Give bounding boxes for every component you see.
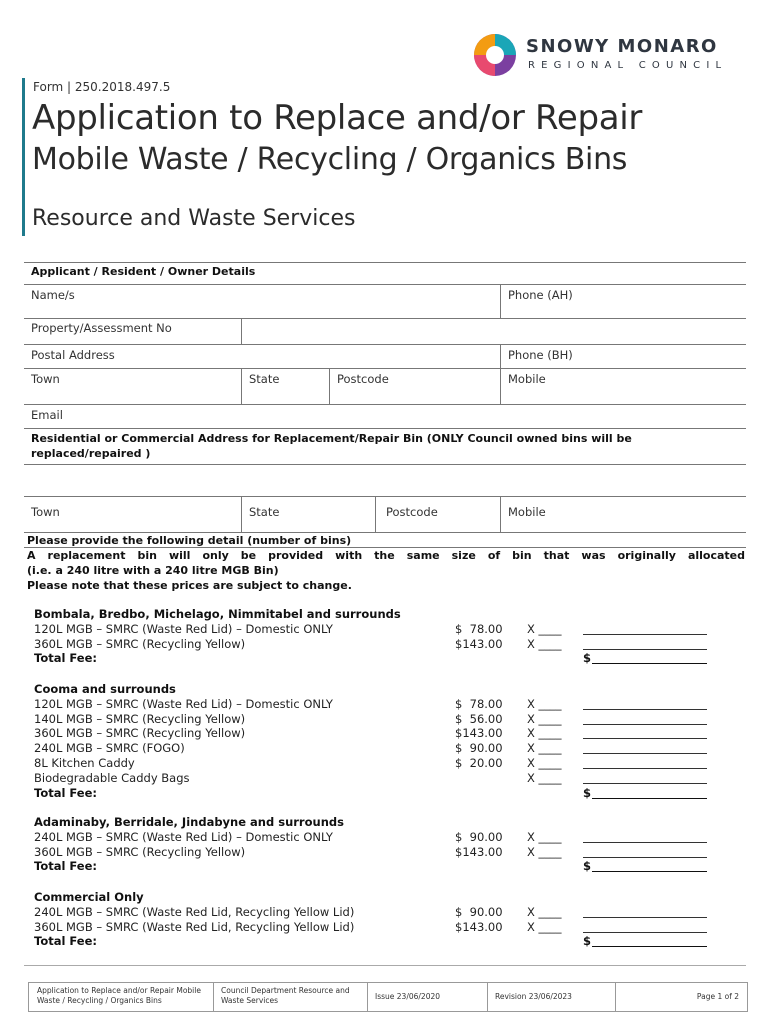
amount-blank[interactable]	[583, 783, 707, 784]
fee-item-label: 240L MGB – SMRC (Waste Red Lid, Recycling Yellow Lid)	[34, 904, 355, 919]
fee-item-label: 240L MGB – SMRC (FOGO)	[34, 741, 185, 756]
fee-item-price: $143.00	[455, 844, 503, 859]
fee-item-price: $143.00	[455, 726, 503, 741]
logo-name: SNOWY MONARO	[526, 36, 718, 57]
amount-blank[interactable]	[583, 709, 707, 710]
fee-item-price: $143.00	[455, 919, 503, 934]
fee-item-label: 360L MGB – SMRC (Recycling Yellow)	[34, 844, 246, 859]
footer	[28, 982, 748, 1012]
residential-section-heading: Residential or Commercial Address for Replacement/Repair Bin (ONLY Council owned bins will be	[31, 432, 632, 445]
notes-line3: (i.e. a 240 litre with a 240 litre MGB Bin)	[27, 564, 279, 577]
notes-line2: A replacement bin will only be provided with the same size of bin that was originally allocated	[27, 549, 745, 562]
fee-item-label: 360L MGB – SMRC (Waste Red Lid, Recycling Yellow Lid)	[34, 919, 355, 934]
fee-item-price: $ 20.00	[455, 756, 503, 770]
quantity-blank: X ____	[527, 756, 562, 770]
res-town-label: Town	[31, 505, 60, 519]
total-fee-label: Total Fee:	[34, 934, 98, 949]
mobile-label: Mobile	[508, 372, 546, 386]
total-fee-label: Total Fee:	[34, 859, 98, 874]
postcode-label: Postcode	[337, 372, 389, 386]
logo-mark-icon	[472, 32, 518, 78]
footer-issue: Issue 23/06/2020	[375, 992, 441, 1001]
quantity-blank: X ____	[527, 919, 562, 934]
quantity-blank: X ____	[527, 726, 562, 741]
fee-item-label: 360L MGB – SMRC (Recycling Yellow)	[34, 726, 246, 741]
quantity-blank: X ____	[527, 770, 562, 785]
amount-blank[interactable]	[583, 917, 707, 918]
fee-item-price: $ 90.00	[455, 741, 503, 756]
fee-item-label: 120L MGB – SMRC (Waste Red Lid) – Domestic ONLY	[34, 696, 333, 711]
email-label: Email	[31, 408, 63, 422]
applicant-section-heading: Applicant / Resident / Owner Details	[31, 265, 256, 278]
phone-bh-label: Phone (BH)	[508, 348, 573, 362]
footer-page: Page 1 of 2	[696, 992, 739, 1001]
fee-item-label: 120L MGB – SMRC (Waste Red Lid) – Domestic ONLY	[34, 621, 333, 636]
amount-blank[interactable]	[583, 857, 707, 858]
notes-line4: Please note that these prices are subject to change.	[27, 579, 352, 592]
fee-item-label: Biodegradable Caddy Bags	[34, 770, 190, 785]
fee-section-heading: Adaminaby, Berridale, Jindabyne and surrounds	[34, 815, 344, 829]
fee-item-price: $ 78.00	[455, 621, 503, 636]
total-fee-label: Total Fee:	[34, 651, 98, 666]
town-label: Town	[31, 372, 60, 386]
total-amount-blank[interactable]	[592, 871, 707, 872]
fee-item-price: $ 90.00	[455, 904, 503, 919]
fee-item-label: 140L MGB – SMRC (Recycling Yellow)	[34, 711, 246, 726]
page-title: Application to Replace and/or Repair	[32, 98, 643, 138]
fee-item-label: 240L MGB – SMRC (Waste Red Lid) – Domestic ONLY	[34, 829, 333, 844]
fee-item-price: $143.00	[455, 636, 503, 651]
fee-section-heading: Cooma and surrounds	[34, 682, 176, 696]
state-label: State	[249, 372, 280, 386]
amount-blank[interactable]	[583, 724, 707, 725]
quantity-blank: X ____	[527, 741, 562, 756]
amount-blank[interactable]	[583, 649, 707, 650]
res-postcode-label: Postcode	[386, 505, 438, 519]
quantity-blank: X ____	[527, 829, 562, 844]
postal-label: Postal Address	[31, 348, 115, 362]
res-mobile-label: Mobile	[508, 505, 546, 519]
footer-doc-title: Application to Replace and/or Repair Mobile Waste / Recycling / Organics Bins	[37, 986, 201, 1005]
names-label: Name/s	[31, 288, 75, 302]
footer-revision: Revision 23/06/2023	[495, 992, 572, 1001]
fee-section-heading: Bombala, Bredbo, Michelago, Nimmitabel and surrounds	[34, 607, 401, 621]
total-amount-blank[interactable]	[592, 798, 707, 799]
amount-blank[interactable]	[583, 768, 707, 769]
amount-blank[interactable]	[583, 842, 707, 843]
quantity-blank: X ____	[527, 696, 562, 711]
quantity-blank: X ____	[527, 636, 562, 651]
fee-item-label: 8L Kitchen Caddy	[34, 756, 135, 770]
amount-blank[interactable]	[583, 753, 707, 754]
quantity-blank: X ____	[527, 904, 562, 919]
residential-section-heading-line2: replaced/repaired )	[31, 447, 151, 460]
fee-item-label: 360L MGB – SMRC (Recycling Yellow)	[34, 636, 246, 651]
amount-blank[interactable]	[583, 932, 707, 933]
total-fee-label: Total Fee:	[34, 785, 98, 800]
footer-department: Council Department Resource and Waste Services	[221, 986, 350, 1005]
property-label: Property/Assessment No	[31, 321, 172, 335]
accent-bar	[22, 78, 25, 236]
quantity-blank: X ____	[527, 844, 562, 859]
total-dollar-sign: $	[583, 859, 592, 874]
total-dollar-sign: $	[583, 934, 592, 949]
fee-item-price: $ 90.00	[455, 829, 503, 844]
quantity-blank: X ____	[527, 711, 562, 726]
form-number: Form | 250.2018.497.5	[33, 80, 171, 94]
total-dollar-sign: $	[583, 651, 592, 666]
council-logo	[472, 30, 728, 80]
logo-sub: REGIONAL COUNCIL	[528, 60, 728, 71]
amount-blank[interactable]	[583, 738, 707, 739]
total-amount-blank[interactable]	[592, 663, 707, 664]
fee-item-price: $ 78.00	[455, 696, 503, 711]
total-amount-blank[interactable]	[592, 946, 707, 947]
notes-line1: Please provide the following detail (number of bins)	[27, 534, 352, 547]
page-subtitle: Resource and Waste Services	[32, 206, 356, 231]
res-state-label: State	[249, 505, 280, 519]
page-title-line2: Mobile Waste / Recycling / Organics Bins	[32, 142, 628, 177]
amount-blank[interactable]	[583, 634, 707, 635]
quantity-blank: X ____	[527, 621, 562, 636]
fee-section-heading: Commercial Only	[34, 890, 144, 904]
fee-item-price: $ 56.00	[455, 711, 503, 726]
phone-ah-label: Phone (AH)	[508, 288, 573, 302]
total-dollar-sign: $	[583, 785, 592, 800]
